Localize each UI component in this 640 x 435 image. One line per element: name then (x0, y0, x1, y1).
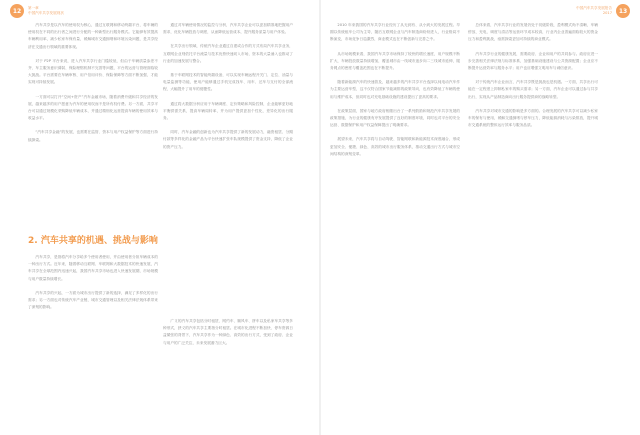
body-paragraph: 汽车共享对城市交通的影响是多方面的。合理发展的汽车共享可以减少私家车的保有与使用，缓解交通拥堵与停车压力，降低能源消耗与污染排放，提升城市交通系统的整体运行效率与服务品质。 (468, 108, 598, 128)
header-left-line-2: 中国汽车共享发展现状 (28, 11, 64, 15)
running-header-right (576, 6, 612, 16)
body-paragraph: 通过对车辆使用情况的监控与分析，汽车共享企业可以更加精准地把握用户需求，优化车辆投放与调度，从而降低运营成本，提升服务质量与用户体验。 (163, 23, 293, 35)
body-paragraph: 在共享出行领域，传统汽车企业通过自建或合作的方式布局汽车共享业务，互联网企业则依托平台流量与技术优势快速切入市场，资本的大量涌入也推动了行业的加速发展与整合。 (163, 44, 293, 63)
body-paragraph: 展望未来，汽车共享将与自动驾驶、智能网联和新能源技术深度融合，形成更加安全、便捷、绿色、高效的城市出行服务体系，推动交通出行方式与城市空间结构的深刻变革。 (330, 137, 460, 156)
right-page-column-2 (468, 22, 598, 432)
running-header-left (28, 6, 64, 16)
left-page-column-1-top (28, 22, 158, 230)
body-paragraph: 一方面可以打开“空间+资产”汽车金融市场，随着消费升级和共享经济的发展，越来越多的用户愿意为汽车的使用权而不是所有权付费。另一方面，共享平台可以通过规模化采购降低车辆成本，并通过精细化运营提高车辆的使用效率与收益水平。 (28, 94, 158, 121)
body-paragraph: 同时，汽车金融的创新也为汽车共享提供了新的发展动力，融资租赁、分期付款等多样化的金融产品为平台快速扩张车队规模提供了资金支持，降低了企业的资产压力。 (163, 130, 293, 149)
body-paragraph: 2010 年来我国的汽车共享行业经历了从无到有、从小到大的发展过程。早期以传统租车公司为主导，随后互联网企业与汽车制造商纷纷进入，行业格局不断演变，市场竞争日趋激烈，商业模式也在不断创新与完善之中。 (330, 23, 460, 42)
page-number-left: 12 (10, 4, 24, 18)
header-right-line-1: 中国汽车共享发展报告 (576, 6, 612, 10)
body-paragraph: 从市场规模来看，我国汽车共享市场保持了较快的增长速度，用户规模不断扩大，车辆投放数量持续增加，覆盖城市由一线城市逐步向二三线城市延伸，服务网点的密度与覆盖范围也在不断提升。 (330, 51, 460, 71)
body-paragraph: 在政策层面，国家与地方政府相继出台了一系列鼓励和规范汽车共享发展的政策措施，为行业的健康有序发展提供了良好的制度环境，同时也对平台的安全运营、数据保护和用户权益保障提出了明确要求。 (330, 108, 460, 128)
body-paragraph: 广义的汽车共享包括分时租赁、网约车、顺风车、拼车以及私家车共享等多种形式，狭义的汽车共享主要指分时租赁。在城市化进程不断加快、停车资源日益紧张的背景下，汽车共享作为一种绿色、高效的出行方式，受到了政府、企业与用户的广泛关注，未来发展潜力巨大。 (163, 319, 293, 345)
body-paragraph: 汽车共享行业的健康发展，需要政府、企业和用户的共同参与。政府应进一步完善相关法律法规与标准体系，加强基础设施建设与公共资源配置；企业应不断提升运营效率与服务水平；用户也应增强文明用车与诚信意识。 (468, 51, 598, 71)
body-paragraph: “汽车共享金融”的发展，也需要在监管、资本与用户权益保护等方面进行持续探索。 (28, 130, 158, 142)
page-number-right: 13 (616, 4, 630, 18)
body-paragraph: 总体来看，汽车共享行业的发展仍处于初级阶段，盈利模式尚不清晰，车辆停放、充电、调度与清洁等运营环节成本较高，行业内企业普遍面临较大的资金压力和盈利挑战，亟需探索更加可持续的商业模式。 (468, 23, 598, 42)
left-page-column-2-top (163, 22, 293, 293)
body-paragraph: 随着新能源汽车的快速普及，越来越多的汽车共享平台选择以纯电动汽车作为主要运营车型，这不仅符合国家节能减排的政策导向，也有效降低了车辆的使用与维护成本，但同时也对充电基础设施的建设提出了更高的要求。 (330, 80, 460, 99)
left-page-column-1-bottom (28, 254, 158, 432)
section-heading: 2. 汽车共享的机遇、挑战与影响 (28, 236, 158, 246)
body-paragraph: 汽车共享，是指将汽车分享给多个使用者使用，并由使用者分担车辆成本的一种出行方式。近年来，随着移动互联网、车联网和大数据技术的快速发展，汽车共享在全球范围内迅速兴起，我国汽车共享市场也进入快速发展期，市场规模与用户数量持续增长。 (28, 255, 158, 281)
body-paragraph: 汽车共享是以汽车的使用权为核心，通过互联网和移动终端平台，将车辆的使用权在不同的出行者之间进行分配的一种新型出行服务模式。它能够有效提高车辆利用率，减少私家车保有量，缓解城市交通拥堵和环境污染问题，是共享经济在交通出行领域的重要体现。 (28, 23, 158, 49)
left-page-column-2-bottom (163, 318, 293, 432)
header-right-line-2: 2017 (602, 11, 612, 15)
body-paragraph: 对于 P2P 平台来说，进入汽车共享行业门槛较低，但由于车辆质量参差不齐、车主服务意识薄弱、保险理赔机制不完善等问题，平台的运营与管理面临较大挑战。平台需要在车辆审核、用户信用评价、保险保障等方面不断加强，才能实现可持续发展。 (28, 58, 158, 85)
right-page-column-1 (330, 22, 460, 432)
body-paragraph: 对于传统汽车企业而言，汽车共享既是挑战也是机遇。一方面，共享出行可能在一定程度上抑制私家车的购买需求；另一方面，汽车企业可以通过参与共享出行，实现从产品制造商向出行服务提供商的战略转型。 (468, 80, 598, 99)
body-paragraph: 基于车联网技术的智能终端设备，可以实现车辆远程开关门、定位、油量与电量监测等功能，使用户能够通过手机完成找车、用车、还车与支付的全部流程，大幅提升了用车的便捷性。 (163, 73, 293, 92)
body-paragraph: 通过将大数据分析应用于车辆调度、定价策略和风险控制，企业能够更好地平衡供需关系，提高车辆周转率，并为用户提供更加个性化、差异化的出行服务。 (163, 101, 293, 121)
header-left-line-1: 第一章 (28, 6, 39, 10)
page-gutter (319, 0, 321, 435)
body-paragraph: 汽车共享的兴起，一方面为城市出行提供了新的选择，满足了多样化的出行需求；另一方面也对传统汽车产业链、城市交通管理以及相关法律法规体系带来了深刻的影响。 (28, 290, 158, 310)
